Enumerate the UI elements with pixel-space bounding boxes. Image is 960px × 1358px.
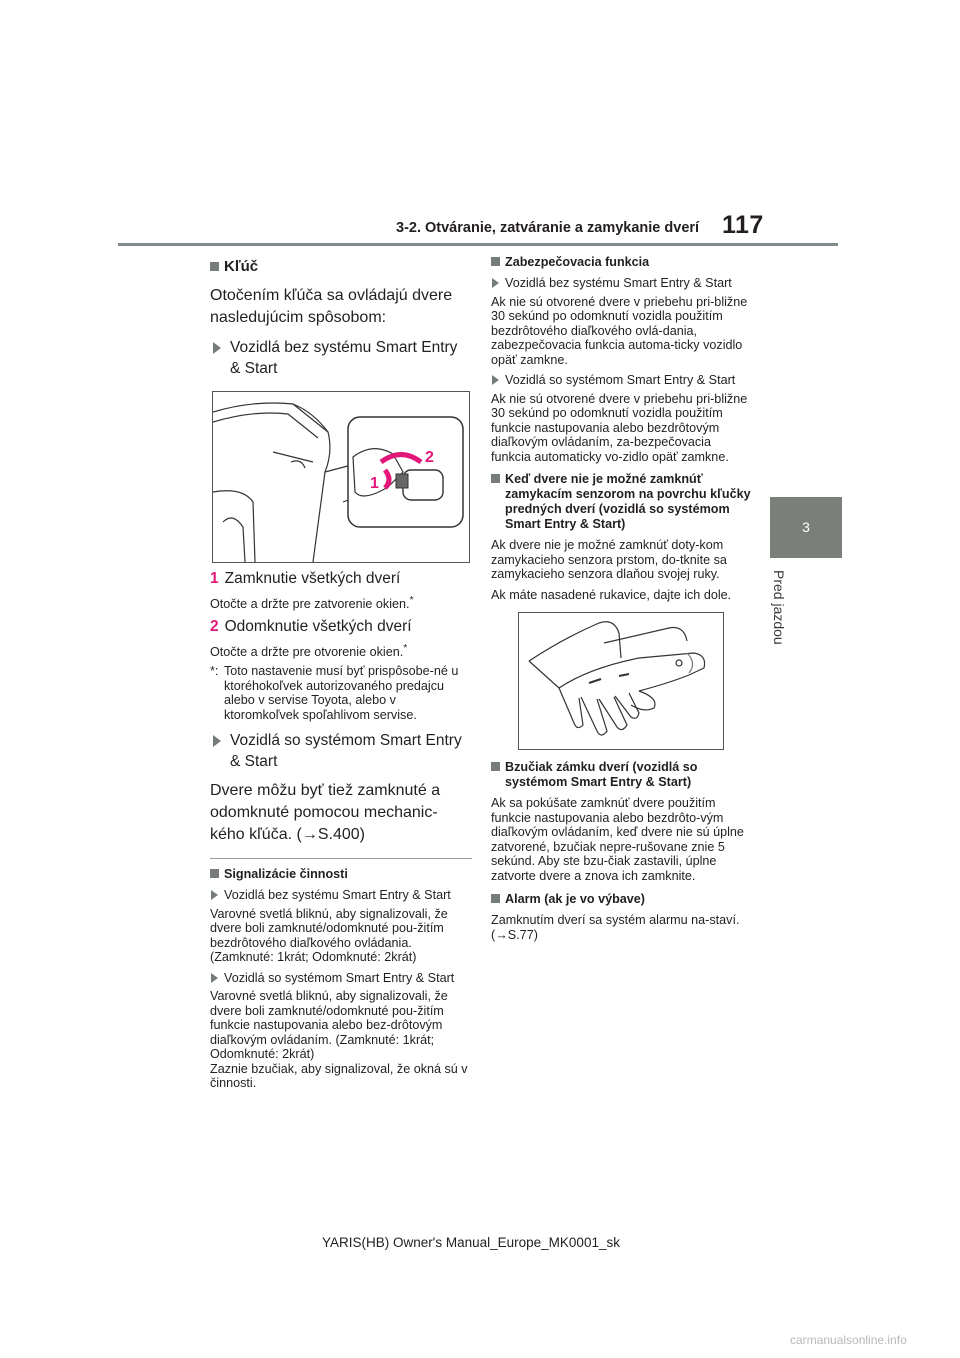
signals-sub-smart-entry <box>210 971 472 986</box>
item-lock-all <box>210 569 472 589</box>
item-note <box>210 593 472 612</box>
hand-handle-illustration <box>518 612 724 750</box>
alarm-text: Zamknutím dverí sa systém alarmu na-staví. (→S.77) <box>491 913 740 942</box>
sensor-text-2: Ak máte nasadené rukavice, dajte ich dole. <box>491 587 732 602</box>
right-column <box>491 255 753 948</box>
key-door-illustration <box>212 391 470 563</box>
footer-manual-id: YARIS(HB) Owner's Manual_Europe_MK0001_sk <box>322 1235 620 1250</box>
security-sub-text: Vozidlá bez systému Smart Entry & Start <box>505 276 732 290</box>
watermark: carmanualsonline.info <box>790 1333 907 1347</box>
security-text-2: Ak nie sú otvorené dvere v priebehu pri-bližne 30 sekúnd po odomknutí vozidla použitím funkcie nastupovania alebo bezdrôtovým diaľkovým ovládaním, za-bezpečovacia funkcia automaticky vo-zidlo opäť zamkne. <box>491 391 748 464</box>
section-title: 3-2. Otváranie, zatváranie a zamykanie dverí <box>396 220 700 236</box>
divider <box>210 858 472 859</box>
item-note-text: Otočte a držte pre zatvorenie okien. <box>210 597 410 612</box>
item-label: Zamknutie všetkých dverí <box>224 570 401 587</box>
key-sub-smart-entry <box>210 730 472 772</box>
signals-sub-no-smart-entry <box>210 888 472 903</box>
key-sub-no-smart-entry-text: Vozidlá bez systému Smart Entry & Start <box>230 339 458 377</box>
buzzer-text: Ak sa pokúšate zamknúť dvere použitím funkcie nastupovania alebo bezdrôto-vým diaľkovým ovládaním, keď dvere nie sú úplne zatvorené, bzučiak nepre-rušovane znie 5 sekúnd. Aby ste bzu-čiak zastavili, úplne zatvorte dvere a znova ich zamknite. <box>491 796 744 883</box>
security-sub-text: Vozidlá so systémom Smart Entry & Start <box>505 373 736 387</box>
item-number: 2 <box>210 617 219 635</box>
chapter-title <box>773 570 813 680</box>
security-heading: Zabezpečovacia funkcia <box>491 255 753 270</box>
chapter-tab: 3 <box>770 497 842 558</box>
signals-text-1: Varovné svetlá bliknú, aby signalizovali, že dvere boli zamknuté/odomknuté pou-žitím bezdrôtového diaľkového ovládania. (Zamknuté: 1krát; Odomknuté: 2krát) <box>210 906 448 965</box>
footnote-text: Toto nastavenie musí byť prispôsobe-né u ktoréhokoľvek autorizovaného predajcu alebo v servise Toyota, alebo v ktoromkoľvek spoľahlivom servise. <box>224 664 459 722</box>
signals-sub-text: Vozidlá so systémom Smart Entry & Start <box>224 970 455 985</box>
alarm-heading: Alarm (ak je vo výbave) <box>491 892 753 907</box>
signals-text-3: Zaznie bzučiak, aby signalizoval, že okná sú v činnosti. <box>210 1061 468 1091</box>
car-door-key-icon <box>213 392 469 562</box>
key-sub-smart-entry-text: Vozidlá so systémom Smart Entry & Start <box>230 732 462 771</box>
key-heading: Kľúč <box>210 258 472 275</box>
triangle-bullet-icon <box>492 375 499 385</box>
left-column <box>210 258 472 1097</box>
chapter-title-text: Pred jazdou <box>771 570 787 645</box>
signals-sub-text: Vozidlá bez systému Smart Entry & Start <box>224 888 451 903</box>
triangle-bullet-icon <box>492 278 499 288</box>
signals-text-2: Varovné svetlá bliknú, aby signalizovali, že dvere boli zamknuté/odomknuté pou-žitím funkcie nastupovania alebo bez-drôtovým diaľkovým ovládaním. (Zamknuté: 1krát; Odomknuté: 2krát) <box>210 989 448 1062</box>
sensor-text-1: Ak dvere nie je možné zamknúť doty-kom zamykacieho senzora prstom, do-tknite sa zamykacieho senzora dlaňou svojej ruky. <box>491 538 727 581</box>
item-number: 1 <box>210 570 219 587</box>
security-sub-no-smart-entry <box>491 276 753 291</box>
security-text-1: Ak nie sú otvorené dvere v priebehu pri-bližne 30 sekúnd po odomknutí vozidla použitím bezdrôtového diaľkového ovlá-dania, zabezpečovacia funkcia automa-ticky vozidlo opäť zamkne. <box>491 294 748 367</box>
sensor-heading: Keď dvere nie je možné zamknúť zamykacím senzorom na povrchu kľučky predných dverí (vozidlá so systémom Smart Entry & Start) <box>491 472 753 532</box>
key-intro: Otočením kľúča sa ovládajú dvere nasledujúcim spôsobom: <box>210 287 453 326</box>
triangle-bullet-icon <box>211 890 218 900</box>
security-sub-smart-entry <box>491 373 753 388</box>
item-note-text: Otočte a držte pre otvorenie okien. <box>210 644 404 659</box>
item-unlock-all <box>210 617 472 637</box>
item-label: Odomknutie všetkých dverí <box>224 617 412 635</box>
signals-heading: Signalizácie činnosti <box>210 867 472 882</box>
buzzer-heading: Bzučiak zámku dverí (vozidlá so systémom Smart Entry & Start) <box>491 760 753 790</box>
mechanical-key-paragraph: Dvere môžu byť tiež zamknuté a odomknuté pomocou mechanic-kého kľúča. (→S.400) <box>210 782 441 844</box>
footnote <box>210 664 472 722</box>
triangle-bullet-icon <box>211 973 218 983</box>
asterisk: * <box>409 594 414 606</box>
item-note <box>210 641 472 660</box>
fig1-label-2: 2 <box>425 449 434 466</box>
key-sub-no-smart-entry <box>210 337 472 379</box>
asterisk: * <box>403 641 408 654</box>
header-rule <box>118 243 838 246</box>
footnote-mark: *: <box>210 664 219 679</box>
triangle-bullet-icon <box>213 342 221 354</box>
page-number: 117 <box>722 211 764 239</box>
fig1-label-1: 1 <box>370 475 379 492</box>
hand-on-door-handle-icon <box>519 613 723 749</box>
triangle-bullet-icon <box>213 735 221 747</box>
